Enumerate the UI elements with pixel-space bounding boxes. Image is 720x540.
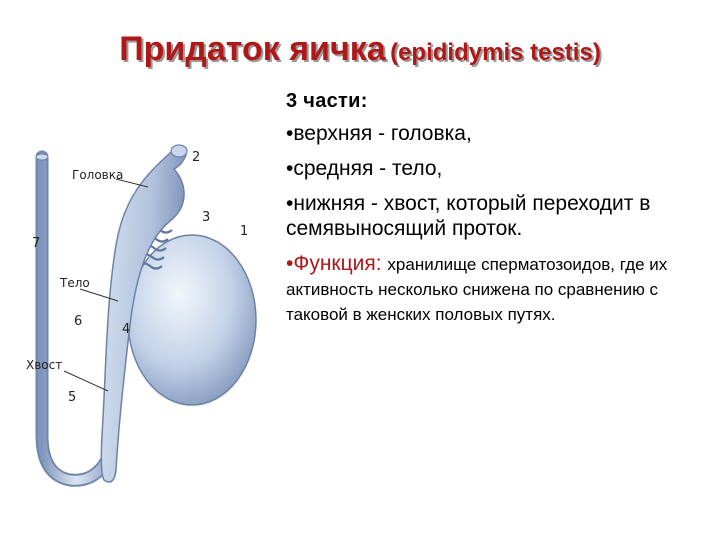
- slide-title: [0, 30, 720, 69]
- testis: [128, 235, 256, 405]
- label-head: Головка: [72, 168, 124, 182]
- title-latin: (epididymis testis): [390, 39, 601, 66]
- number-3: 3: [202, 210, 211, 225]
- item-text: нижняя - хвост, который переходит в семявыносящий проток.: [286, 192, 651, 240]
- title-main: Придаток яичка: [119, 30, 386, 68]
- label-body: Тело: [60, 276, 90, 290]
- function-label: Функция:: [293, 252, 382, 275]
- bullet-icon: •: [286, 157, 294, 180]
- item-text: верхняя - головка,: [293, 122, 472, 145]
- bullet-icon: •: [286, 192, 294, 215]
- list-item: [286, 156, 706, 181]
- number-4: 4: [122, 322, 131, 337]
- list-item: [286, 121, 706, 146]
- label-tail: Хвост: [26, 358, 63, 372]
- number-5: 5: [68, 390, 77, 405]
- number-1: 1: [240, 224, 249, 239]
- function-item: [286, 251, 706, 326]
- item-text: средняя - тело,: [293, 157, 443, 180]
- number-7: 7: [32, 236, 41, 251]
- number-6: 6: [74, 314, 83, 329]
- bullet-icon: •: [286, 122, 294, 145]
- epididymis-illustration: [20, 135, 285, 535]
- parts-heading: 3 части:: [286, 90, 368, 112]
- bullet-icon: •: [286, 252, 294, 275]
- content-block: [286, 90, 706, 336]
- number-2: 2: [192, 150, 201, 165]
- list-item: [286, 191, 706, 241]
- function-text: хранилище сперматозоидов, где их активность несколько снижена по сравнению с таковой в женских половых путях.: [286, 255, 668, 324]
